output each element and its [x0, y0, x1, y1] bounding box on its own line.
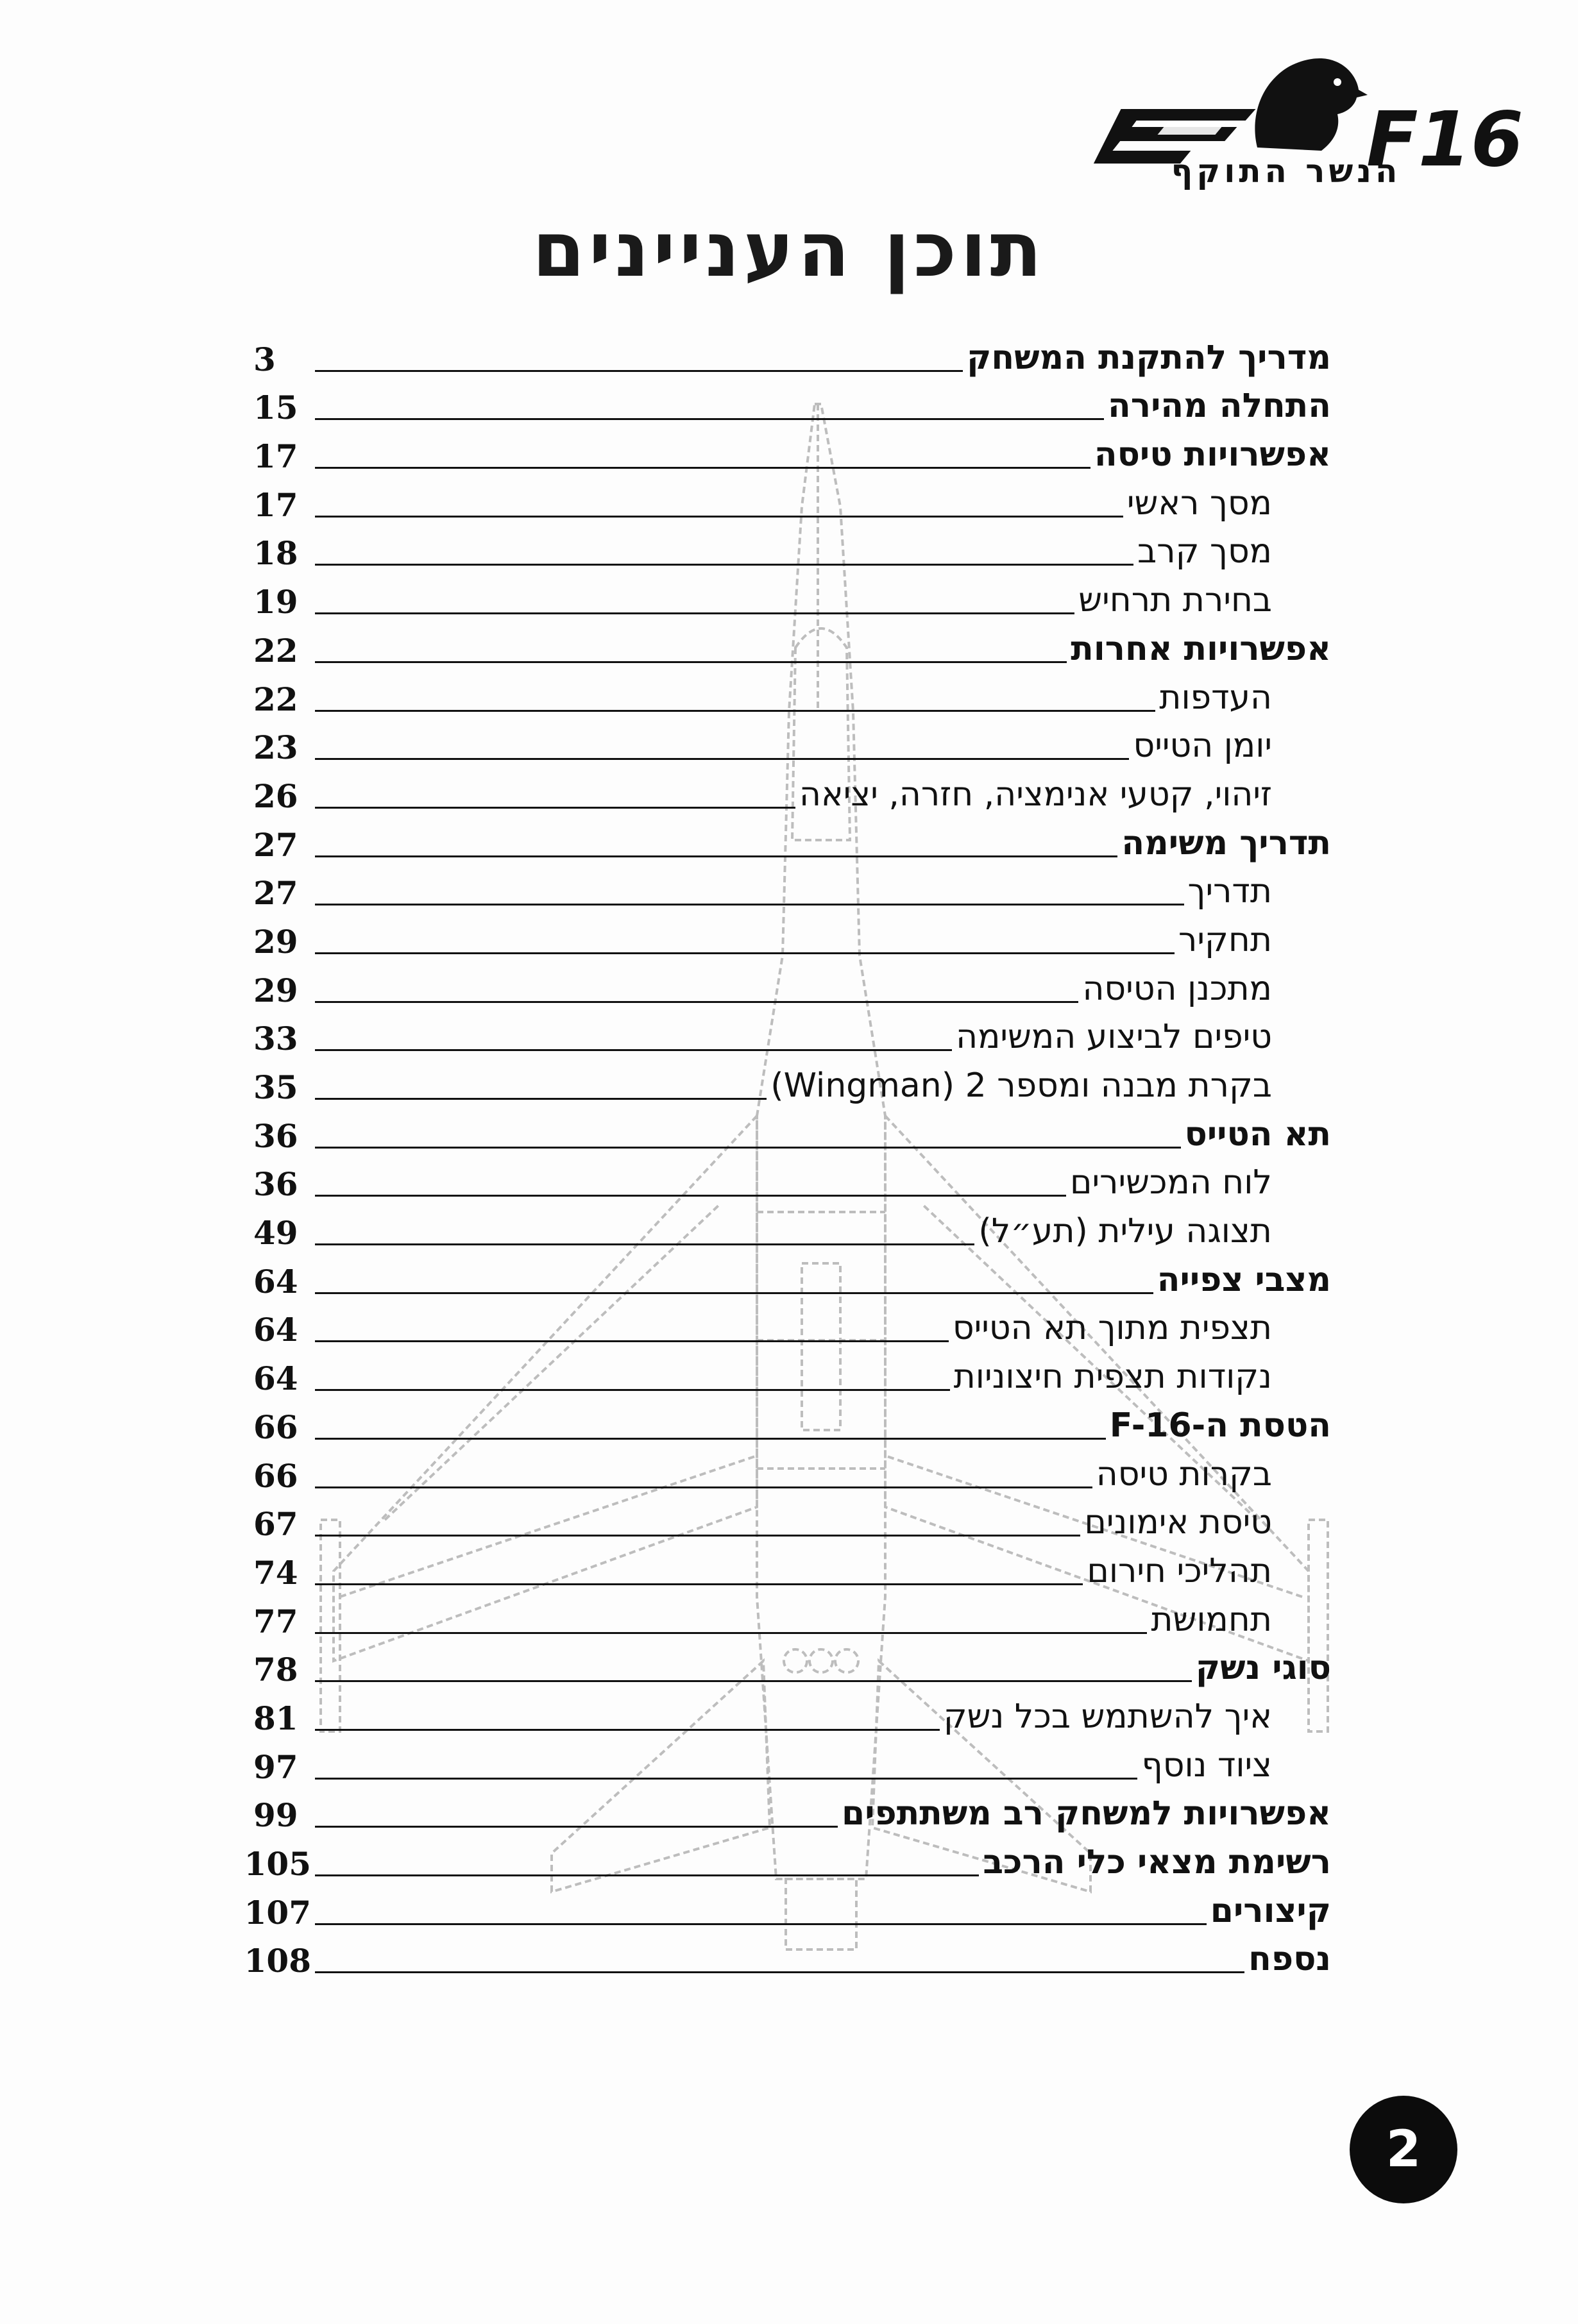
- toc-page-number: 78: [253, 1651, 298, 1689]
- toc-row[interactable]: [253, 1543, 1331, 1592]
- toc-leader-line: [315, 1680, 1192, 1682]
- toc-leader-line: [315, 1874, 979, 1876]
- toc-row[interactable]: [253, 1495, 1331, 1544]
- toc-entry-title: התחלה מהירה: [1108, 387, 1331, 426]
- toc-row[interactable]: [253, 1301, 1331, 1349]
- toc-row[interactable]: [253, 1737, 1331, 1786]
- toc-leader-line: [315, 417, 1104, 420]
- toc-row[interactable]: [253, 1640, 1331, 1689]
- toc-leader-line: [315, 757, 1129, 760]
- toc-row[interactable]: [253, 864, 1331, 913]
- toc-row[interactable]: [253, 912, 1331, 961]
- toc-row[interactable]: [253, 1155, 1331, 1204]
- toc-entry-title: תצפית מתוך תא הטייס: [952, 1309, 1272, 1348]
- toc-page-number: 108: [244, 1942, 311, 1980]
- toc-page-number: 99: [253, 1796, 298, 1835]
- toc-row[interactable]: [253, 1057, 1331, 1106]
- toc-row[interactable]: [253, 1203, 1331, 1252]
- toc-entry-title: תדריך: [1187, 872, 1272, 911]
- toc-leader-line: [315, 1048, 952, 1051]
- toc-leader-line: [315, 515, 1123, 518]
- toc-leader-line: [315, 1534, 1080, 1537]
- toc-entry-title: בקרת מבנה ומספר 2 (Wingman): [770, 1066, 1272, 1105]
- toc-entry-title: מתכנן הטיסה: [1082, 969, 1272, 1008]
- toc-leader-line: [315, 709, 1155, 712]
- toc-leader-line: [315, 661, 1067, 663]
- toc-page-number: 26: [253, 777, 298, 815]
- toc-entry-title: אפשרויות אחרות: [1071, 629, 1331, 668]
- toc-page-number: 36: [253, 1116, 298, 1155]
- toc-entry-title: איך להשתמש בכל נשק: [943, 1697, 1272, 1736]
- toc-page-number: 35: [253, 1068, 298, 1106]
- toc-row[interactable]: [253, 621, 1331, 669]
- toc-entry-title: רשימת מצאי כלי הרכב: [983, 1843, 1331, 1882]
- toc-leader-line: [315, 1388, 950, 1391]
- toc-page-number: 29: [253, 922, 298, 961]
- toc-page-number: 17: [253, 437, 298, 476]
- toc-row[interactable]: [253, 1349, 1331, 1397]
- toc-page-number: 107: [244, 1893, 311, 1932]
- toc-leader-line: [315, 1971, 1244, 1973]
- toc-entry-title: נקודות תצפית חיצוניות: [953, 1358, 1272, 1397]
- toc-page-number: 64: [253, 1262, 298, 1301]
- toc-leader-line: [315, 1583, 1083, 1585]
- toc-row[interactable]: [253, 669, 1331, 718]
- toc-entry-title: לוח המכשירים: [1070, 1163, 1272, 1202]
- toc-entry-title: תחמושת: [1151, 1600, 1272, 1639]
- toc-row[interactable]: [253, 572, 1331, 621]
- toc-row[interactable]: [244, 1932, 1331, 1980]
- toc-entry-title: תצוגה עילית (תע״ל): [978, 1212, 1272, 1251]
- toc-row[interactable]: [253, 961, 1331, 1009]
- toc-leader-line: [315, 1243, 974, 1245]
- toc-row[interactable]: [253, 1592, 1331, 1640]
- toc-leader-line: [315, 369, 963, 372]
- toc-row[interactable]: [253, 1106, 1331, 1155]
- toc-leader-line: [315, 1825, 838, 1828]
- toc-entry-title: מצבי צפייה: [1157, 1260, 1331, 1299]
- toc-leader-line: [315, 1292, 1153, 1294]
- toc-page-number: 22: [253, 631, 298, 669]
- toc-entry-title: מדריך להתקנת המשחק: [967, 338, 1331, 377]
- toc-page-number: 36: [253, 1165, 298, 1204]
- toc-entry-title: בחירת תרחיש: [1078, 581, 1272, 620]
- toc-leader-line: [315, 806, 795, 809]
- toc-page-number: 15: [253, 389, 298, 427]
- toc-page-number: 18: [253, 534, 298, 573]
- toc-page-number: 23: [253, 728, 298, 767]
- toc-entry-title: ציוד נוסף: [1141, 1746, 1272, 1785]
- toc-entry-title: מסך קרב: [1137, 532, 1272, 571]
- toc-entry-title: יומן הטייס: [1133, 727, 1272, 766]
- toc-entry-title: קיצורים: [1210, 1891, 1331, 1930]
- toc-page-number: 67: [253, 1505, 298, 1544]
- toc-leader-line: [315, 1000, 1078, 1003]
- toc-leader-line: [315, 1631, 1147, 1634]
- toc-entry-title: תחקיר: [1178, 920, 1272, 959]
- toc-page-number: 3: [253, 340, 276, 378]
- toc-entry-title: העדפות: [1159, 678, 1272, 717]
- toc-entry-title: תהליכי חירום: [1087, 1551, 1272, 1590]
- toc-leader-line: [315, 1437, 1106, 1440]
- toc-page-number: 77: [253, 1602, 298, 1640]
- toc-leader-line: [315, 1146, 1181, 1149]
- toc-page-number: 66: [253, 1408, 298, 1446]
- toc-page-number: 33: [253, 1020, 298, 1058]
- toc-page-number: 64: [253, 1360, 298, 1398]
- toc-page-number: 81: [253, 1699, 298, 1737]
- toc-page-number: 27: [253, 874, 298, 913]
- page-number-badge: 2: [1350, 2096, 1457, 2203]
- toc-page-number: 19: [253, 583, 298, 621]
- toc-row[interactable]: [253, 1009, 1331, 1058]
- toc-leader-line: [315, 1194, 1066, 1197]
- toc-leader-line: [315, 1923, 1207, 1925]
- toc-entry-title: סוגי נשק: [1195, 1649, 1331, 1688]
- toc-entry-title: מסך ראשי: [1126, 484, 1272, 523]
- toc-row[interactable]: [253, 815, 1331, 864]
- toc-leader-line: [315, 952, 1175, 954]
- toc-leader-line: [315, 1340, 949, 1342]
- toc-entry-title: תדריך משימה: [1121, 823, 1331, 863]
- toc-leader-line: [315, 466, 1090, 469]
- toc-page-number: 74: [253, 1553, 298, 1592]
- logo-subtitle: הנשר התוקף: [1171, 153, 1402, 190]
- page-title: תוכן העניינים: [532, 205, 1046, 294]
- toc-leader-line: [315, 855, 1117, 857]
- toc-leader-line: [315, 1486, 1092, 1488]
- toc-row[interactable]: [253, 524, 1331, 573]
- toc-row[interactable]: [253, 1397, 1331, 1446]
- toc-row[interactable]: [253, 378, 1331, 427]
- toc-page-number: 97: [253, 1747, 298, 1786]
- toc-page-number: 22: [253, 680, 298, 718]
- toc-row[interactable]: [253, 475, 1331, 524]
- toc-entry-title: אפשרויות למשחק רב משתתפים: [841, 1794, 1331, 1833]
- eagle-head-icon: [1255, 58, 1368, 151]
- toc-row[interactable]: [253, 1446, 1331, 1495]
- table-of-contents: [244, 330, 1331, 1980]
- toc-leader-line: [315, 1097, 767, 1100]
- toc-page-number: 17: [253, 485, 298, 524]
- toc-row[interactable]: [253, 330, 1331, 378]
- toc-entry-title: נספח: [1248, 1940, 1331, 1979]
- toc-leader-line: [315, 563, 1133, 566]
- toc-page-number: 105: [244, 1845, 311, 1883]
- toc-leader-line: [315, 1728, 940, 1731]
- toc-page-number: 49: [253, 1214, 298, 1252]
- toc-row[interactable]: [244, 1834, 1331, 1883]
- toc-row[interactable]: [253, 766, 1331, 815]
- toc-row[interactable]: [244, 1883, 1331, 1932]
- toc-row[interactable]: [253, 426, 1331, 475]
- toc-leader-line: [315, 1777, 1137, 1780]
- toc-page-number: 64: [253, 1311, 298, 1349]
- toc-page-number: 27: [253, 825, 298, 864]
- toc-row[interactable]: [253, 1688, 1331, 1737]
- toc-leader-line: [315, 903, 1184, 905]
- toc-entry-title: זיהוי, קטעי אנימציה, חזרה, יציאה: [799, 775, 1272, 814]
- toc-entry-title: תא הטייס: [1184, 1115, 1331, 1154]
- logo-wordmark: F16: [1366, 95, 1523, 183]
- toc-entry-title: הטסת ה-F-16: [1109, 1406, 1331, 1445]
- toc-leader-line: [315, 612, 1074, 614]
- toc-entry-title: טיסת אימונים: [1084, 1503, 1272, 1542]
- toc-row[interactable]: [253, 1786, 1331, 1835]
- toc-entry-title: בקרות טיסה: [1096, 1454, 1272, 1494]
- toc-page-number: 29: [253, 971, 298, 1009]
- toc-entry-title: אפשרויות טיסה: [1094, 435, 1331, 475]
- toc-page-number: 66: [253, 1456, 298, 1495]
- toc-entry-title: טיפים לביצוע המשימה: [956, 1018, 1272, 1057]
- toc-row[interactable]: [253, 1252, 1331, 1301]
- toc-row[interactable]: [253, 718, 1331, 767]
